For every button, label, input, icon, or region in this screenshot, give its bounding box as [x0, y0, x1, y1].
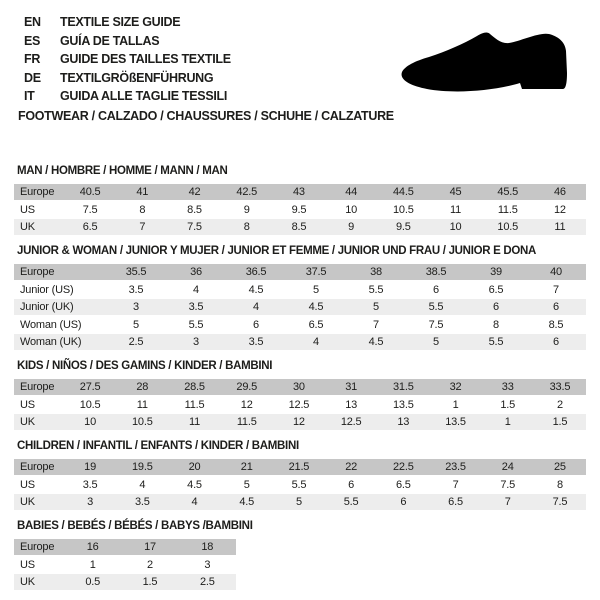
size-value-cell: 9.5	[395, 221, 411, 233]
row-label-cell: Europe	[20, 266, 55, 278]
size-value-cell: 0.5	[85, 576, 101, 588]
size-table-title: KIDS / NIÑOS / DES GAMINS / KINDER / BAMBINI	[17, 360, 273, 372]
size-value-cell: 12.5	[288, 398, 310, 411]
size-value-cell: 1	[504, 416, 511, 428]
size-value-cell: 9.5	[291, 203, 307, 216]
size-value-cell: 8	[493, 318, 499, 331]
size-table-section	[14, 359, 586, 430]
size-value-cell: 31	[345, 381, 358, 393]
size-value-cell: 40	[550, 266, 562, 278]
size-value-cell: 38	[370, 266, 382, 278]
size-value-cell: 4	[193, 283, 199, 296]
size-value-cell: 42	[188, 186, 201, 198]
size-value-cell: 13	[397, 416, 410, 428]
size-value-cell: 9	[348, 221, 355, 233]
size-value-cell: 4.5	[239, 496, 255, 508]
table-row	[14, 334, 586, 350]
size-value-cell: 24	[501, 461, 514, 473]
size-value-cell: 31.5	[393, 381, 414, 393]
size-table	[14, 539, 236, 590]
size-value-cell: 43	[292, 186, 305, 198]
size-value-cell: 11.5	[184, 398, 205, 411]
language-row	[24, 13, 231, 32]
size-value-cell: 17	[144, 541, 156, 553]
table-header-row	[14, 539, 236, 555]
size-table	[14, 264, 586, 350]
table-row	[14, 317, 586, 333]
size-value-cell: 39	[490, 266, 502, 278]
language-row	[24, 87, 231, 106]
size-value-cell: 4.5	[187, 478, 202, 491]
size-value-cell: 8.5	[548, 318, 564, 331]
size-value-cell: 3.5	[188, 301, 204, 313]
size-table-title: BABIES / BEBÉS / BÉBÉS / BABYS /BAMBINI	[17, 520, 253, 532]
size-value-cell: 13	[345, 398, 358, 411]
size-value-cell: 5.5	[291, 478, 307, 491]
size-value-cell: 22	[345, 461, 358, 473]
size-value-cell: 21	[240, 461, 253, 473]
size-table-section	[14, 164, 586, 235]
table-row	[14, 574, 236, 590]
size-value-cell: 4	[191, 496, 198, 508]
size-table-title: JUNIOR & WOMAN / JUNIOR Y MUJER / JUNIOR ET FEMME / JUNIOR UND FRAU / JUNIOR E DONA	[17, 245, 537, 257]
size-value-cell: 19	[84, 461, 97, 473]
size-value-cell: 13.5	[393, 398, 414, 411]
size-table-section	[14, 244, 586, 350]
size-value-cell: 7.5	[500, 478, 516, 491]
table-header-row	[14, 459, 586, 475]
size-value-cell: 10.5	[497, 221, 519, 233]
size-value-cell: 11	[450, 203, 462, 216]
size-value-cell: 4.5	[248, 283, 264, 296]
size-value-cell: 12	[292, 416, 305, 428]
size-value-cell: 6.5	[308, 318, 324, 331]
size-value-cell: 40.5	[79, 186, 101, 198]
size-value-cell: 8	[139, 203, 146, 216]
size-value-cell: 45.5	[497, 186, 519, 198]
size-value-cell: 29.5	[236, 381, 258, 393]
size-value-cell: 2.5	[128, 336, 144, 348]
size-value-cell: 46	[554, 186, 566, 198]
row-label-cell: Woman (US)	[20, 318, 82, 331]
size-value-cell: 3	[193, 336, 199, 348]
size-value-cell: 6	[433, 283, 439, 296]
size-table	[14, 379, 586, 430]
size-value-cell: 5	[243, 478, 250, 491]
row-label-cell: Junior (UK)	[20, 301, 74, 313]
size-value-cell: 2	[147, 558, 153, 571]
size-value-cell: 12.5	[340, 416, 362, 428]
size-value-cell: 7.5	[428, 318, 444, 331]
size-value-cell: 6	[553, 336, 559, 348]
size-value-cell: 5.5	[488, 336, 504, 348]
size-value-cell: 19.5	[132, 461, 153, 473]
size-value-cell: 1.5	[142, 576, 158, 588]
size-value-cell: 28	[136, 381, 149, 393]
category-line: FOOTWEAR / CALZADO / CHAUSSURES / SCHUHE / CALZATURE	[18, 109, 394, 123]
table-row	[14, 219, 586, 235]
size-value-cell: 2	[556, 398, 563, 411]
row-label-cell: US	[20, 398, 35, 411]
size-value-cell: 6.5	[82, 221, 98, 233]
size-value-cell: 10	[345, 203, 358, 216]
size-value-cell: 8.5	[291, 221, 307, 233]
size-value-cell: 3.5	[248, 336, 264, 348]
size-value-cell: 1	[452, 398, 459, 411]
size-value-cell: 10.5	[79, 398, 101, 411]
language-label: TEXTILGRÖßENFÜHRUNG	[60, 70, 214, 85]
size-table-title: MAN / HOMBRE / HOMME / MANN / MAN	[17, 165, 228, 177]
size-value-cell: 6	[493, 301, 499, 313]
table-row	[14, 414, 586, 430]
language-label: GUIDE DES TAILLES TEXTILE	[60, 52, 231, 67]
size-value-cell: 21.5	[288, 461, 310, 473]
language-row	[24, 50, 231, 69]
size-value-cell: 7.5	[82, 203, 98, 216]
size-value-cell: 23.5	[445, 461, 466, 473]
size-value-cell: 3.5	[82, 478, 98, 491]
size-value-cell: 5.5	[368, 283, 384, 296]
size-value-cell: 36	[190, 266, 202, 278]
size-value-cell: 10	[84, 416, 97, 428]
size-value-cell: 7	[373, 318, 379, 331]
row-label-cell: Europe	[20, 541, 55, 553]
size-value-cell: 5.5	[343, 496, 359, 508]
size-table	[14, 184, 586, 235]
size-value-cell: 7	[553, 283, 559, 296]
row-label-cell: Woman (UK)	[20, 336, 82, 348]
table-row	[14, 477, 586, 493]
size-table-section	[14, 519, 586, 590]
size-value-cell: 10.5	[132, 416, 153, 428]
row-label-cell: Junior (US)	[20, 283, 74, 296]
size-value-cell: 3.5	[134, 496, 150, 508]
size-value-cell: 6.5	[395, 478, 411, 491]
size-value-cell: 8	[243, 221, 250, 233]
size-value-cell: 13.5	[445, 416, 466, 428]
row-label-cell: UK	[20, 221, 35, 233]
size-value-cell: 5.5	[188, 318, 204, 331]
language-label: GUÍA DE TALLAS	[60, 33, 160, 48]
table-row	[14, 494, 586, 510]
size-value-cell: 18	[201, 541, 214, 553]
size-value-cell: 33.5	[549, 381, 571, 393]
language-code: DE	[24, 70, 41, 85]
size-table-section	[14, 439, 586, 510]
size-value-cell: 4	[253, 301, 259, 313]
size-value-cell: 7.5	[552, 496, 568, 508]
language-code: ES	[24, 33, 41, 48]
row-label-cell: UK	[20, 416, 35, 428]
size-value-cell: 1.5	[552, 416, 568, 428]
size-value-cell: 30	[292, 381, 305, 393]
table-row	[14, 282, 586, 298]
size-value-cell: 5	[433, 336, 439, 348]
size-table	[14, 459, 586, 510]
table-row	[14, 557, 236, 573]
size-value-cell: 9	[243, 203, 250, 216]
language-code: IT	[24, 89, 35, 104]
size-value-cell: 7.5	[187, 221, 202, 233]
size-value-cell: 1	[89, 558, 96, 571]
size-value-cell: 3	[204, 558, 211, 571]
row-label-cell: UK	[20, 576, 35, 588]
shoe-silhouette	[399, 28, 571, 93]
table-row	[14, 397, 586, 413]
size-value-cell: 33	[501, 381, 514, 393]
size-value-cell: 5	[295, 496, 302, 508]
size-value-cell: 6	[553, 301, 559, 313]
size-value-cell: 4	[313, 336, 319, 348]
size-value-cell: 11	[188, 416, 201, 428]
size-value-cell: 44.5	[393, 186, 414, 198]
size-value-cell: 38.5	[425, 266, 447, 278]
size-value-cell: 6	[348, 478, 355, 491]
size-value-cell: 1.5	[500, 398, 516, 411]
size-value-cell: 11	[136, 398, 148, 411]
size-value-cell: 3.5	[128, 283, 144, 296]
size-value-cell: 10.5	[393, 203, 414, 216]
language-code: EN	[24, 15, 41, 29]
size-tables	[14, 164, 586, 599]
table-header-row	[14, 184, 586, 200]
size-value-cell: 11	[554, 221, 566, 233]
size-value-cell: 12	[554, 203, 566, 216]
size-value-cell: 6.5	[448, 496, 463, 508]
size-value-cell: 10	[449, 221, 462, 233]
size-value-cell: 7	[452, 478, 459, 491]
table-header-row	[14, 379, 586, 395]
row-label-cell: Europe	[20, 186, 55, 198]
size-value-cell: 20	[188, 461, 201, 473]
size-value-cell: 4.5	[308, 301, 324, 313]
size-value-cell: 6	[253, 318, 259, 331]
size-value-cell: 6	[400, 496, 407, 508]
size-value-cell: 44	[345, 186, 358, 198]
size-value-cell: 42.5	[236, 186, 258, 198]
size-value-cell: 7	[139, 221, 146, 233]
row-label-cell: US	[20, 558, 35, 571]
size-value-cell: 3	[87, 496, 94, 508]
row-label-cell: US	[20, 478, 35, 491]
size-value-cell: 16	[86, 541, 99, 553]
size-table-title: CHILDREN / INFANTIL / ENFANTS / KINDER / BAMBINI	[17, 440, 299, 452]
size-value-cell: 35.5	[125, 266, 147, 278]
size-value-cell: 11.5	[497, 203, 518, 216]
size-value-cell: 5	[133, 318, 139, 331]
size-value-cell: 11.5	[236, 416, 257, 428]
size-value-cell: 37.5	[305, 266, 327, 278]
row-label-cell: UK	[20, 496, 35, 508]
size-value-cell: 45	[449, 186, 462, 198]
language-label: TEXTILE SIZE GUIDE	[60, 15, 181, 29]
size-value-cell: 8	[556, 478, 563, 491]
size-value-cell: 5	[373, 301, 379, 313]
size-value-cell: 3	[133, 301, 139, 313]
language-label: GUIDA ALLE TAGLIE TESSILI	[60, 89, 228, 104]
size-value-cell: 4.5	[368, 336, 384, 348]
language-code: FR	[24, 52, 41, 67]
size-value-cell: 6.5	[488, 283, 504, 296]
size-value-cell: 7	[504, 496, 511, 508]
size-value-cell: 4	[139, 478, 146, 491]
row-label-cell: US	[20, 203, 35, 216]
row-label-cell: Europe	[20, 461, 55, 473]
size-value-cell: 25	[554, 461, 566, 473]
size-value-cell: 5.5	[428, 301, 444, 313]
language-row	[24, 32, 231, 51]
language-list	[24, 13, 231, 106]
size-value-cell: 41	[136, 186, 149, 198]
size-value-cell: 28.5	[184, 381, 205, 393]
table-row	[14, 299, 586, 315]
row-label-cell: Europe	[20, 381, 55, 393]
shoe-icon	[399, 28, 571, 93]
size-value-cell: 36.5	[245, 266, 267, 278]
size-value-cell: 32	[449, 381, 462, 393]
table-header-row	[14, 264, 586, 280]
size-value-cell: 2.5	[199, 576, 215, 588]
size-value-cell: 27.5	[79, 381, 101, 393]
size-value-cell: 22.5	[393, 461, 414, 473]
size-value-cell: 12	[240, 398, 253, 411]
size-value-cell: 8.5	[187, 203, 202, 216]
size-value-cell: 5	[313, 283, 319, 296]
language-row	[24, 69, 231, 88]
table-row	[14, 202, 586, 218]
